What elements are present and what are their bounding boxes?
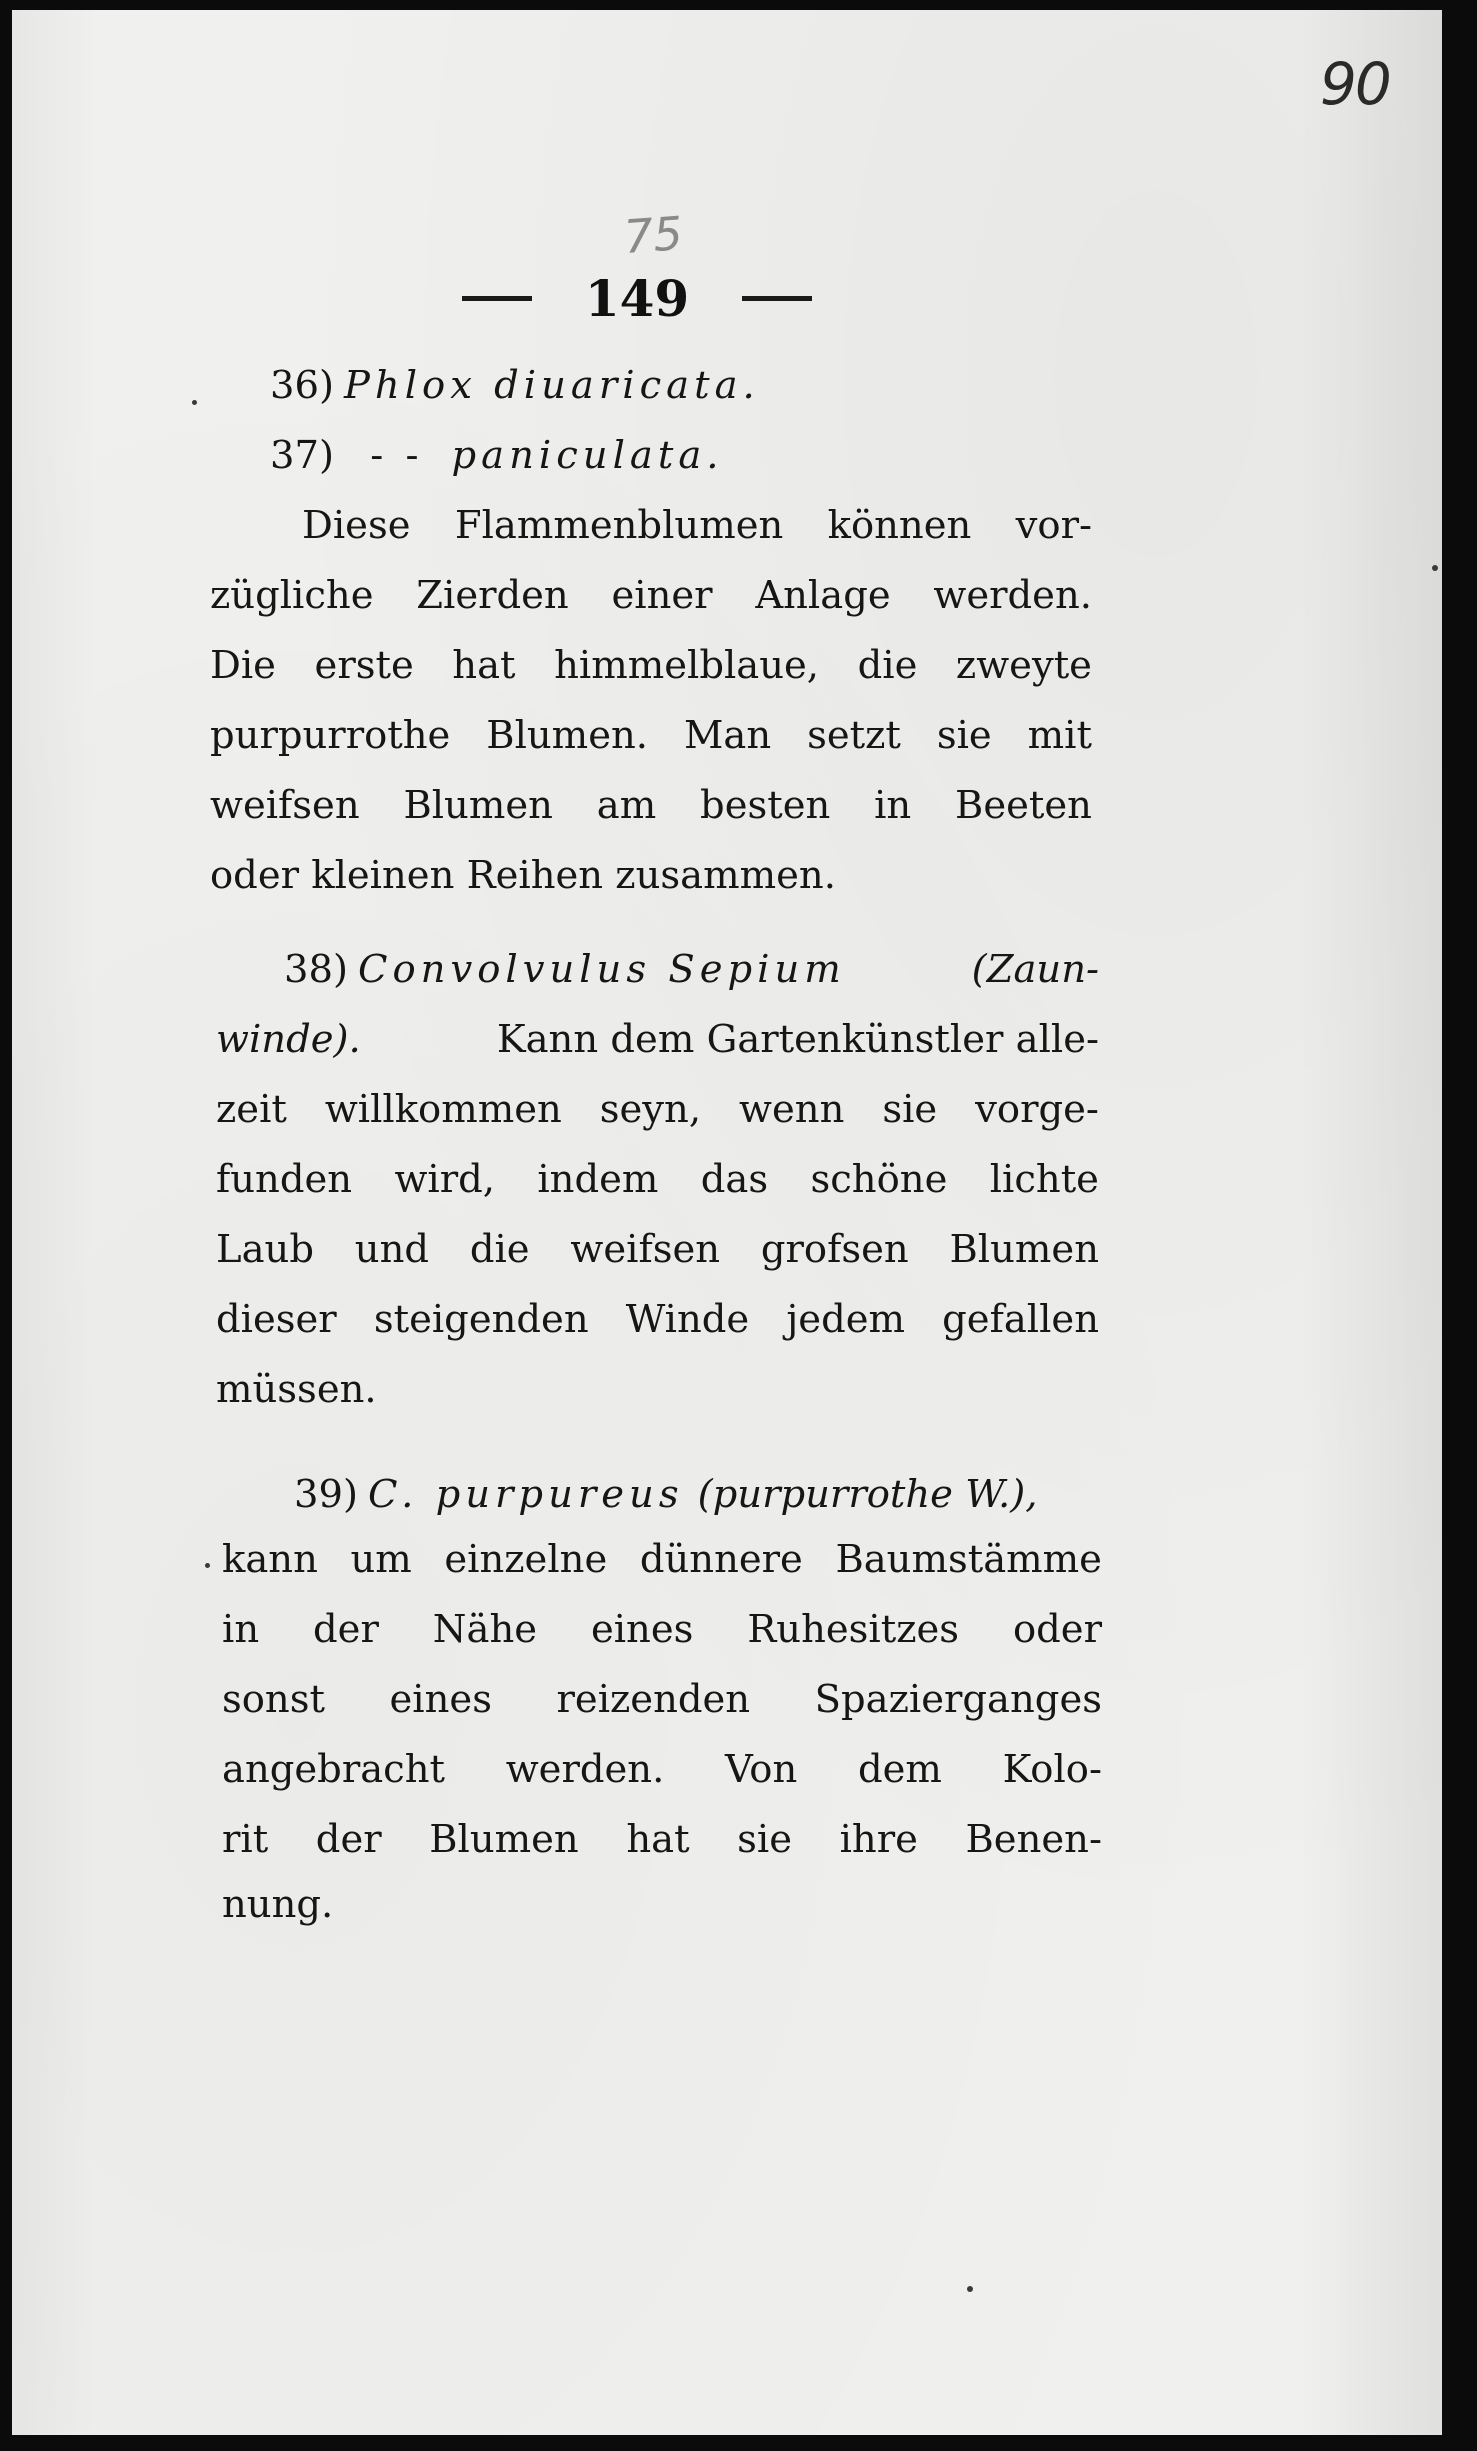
text-line: nung. <box>222 1882 334 1927</box>
word: Ruhesitzes <box>747 1607 960 1652</box>
word: seyn, <box>599 1087 702 1132</box>
word: dieser <box>216 1297 337 1342</box>
text-line <box>222 1810 1102 1870</box>
word: Blumen <box>949 1227 1099 1272</box>
text-line: müssen. <box>216 1367 377 1412</box>
word: funden <box>216 1157 353 1202</box>
text-line <box>222 1670 1102 1730</box>
page-header <box>462 258 812 338</box>
word: zeit <box>216 1087 287 1132</box>
word: einer <box>611 573 713 618</box>
text-line <box>210 776 1092 836</box>
word: vor- <box>1015 503 1092 548</box>
word: weifsen <box>210 783 360 828</box>
word: Blumen <box>403 783 553 828</box>
entry-number: 39) <box>294 1472 359 1517</box>
word: Blumen. <box>486 713 649 758</box>
entry-39-heading <box>294 1465 1038 1525</box>
text-line <box>210 636 1092 696</box>
word: kann <box>222 1537 318 1582</box>
word: und <box>354 1227 430 1272</box>
ink-speck <box>205 1563 210 1568</box>
word: ihre <box>839 1817 918 1862</box>
word: hat <box>452 643 516 688</box>
word: Blumen <box>429 1817 579 1862</box>
header-dash-left <box>462 296 532 301</box>
text-line <box>222 1740 1102 1800</box>
text-line <box>210 566 1092 626</box>
entry-38-heading <box>284 940 1099 1000</box>
word: das <box>700 1157 769 1202</box>
common-name-start: (Zaun- <box>971 947 1099 992</box>
word: einzelne <box>444 1537 608 1582</box>
word: vorge- <box>975 1087 1099 1132</box>
word: schöne <box>810 1157 948 1202</box>
text-line: oder kleinen Reihen zusammen. <box>210 853 836 898</box>
common-name-end: winde). <box>216 1017 361 1062</box>
word: Zierden <box>416 573 569 618</box>
entry-number: 37) <box>270 433 335 478</box>
ditto-dashes: - - <box>370 433 424 478</box>
word: willkommen <box>324 1087 562 1132</box>
word: Anlage <box>755 573 891 618</box>
word: um <box>350 1537 412 1582</box>
entry-36 <box>270 356 760 416</box>
old-page-number-annotation: 75 <box>622 206 685 264</box>
word: werden. <box>933 573 1092 618</box>
word: steigenden <box>373 1297 589 1342</box>
species-name: C. purpureus <box>368 1472 684 1517</box>
text-line <box>216 1080 1099 1140</box>
word: in <box>222 1607 260 1652</box>
ink-speck <box>1432 565 1438 571</box>
text-line <box>222 1600 1102 1660</box>
word: Baumstämme <box>835 1537 1102 1582</box>
text-line <box>302 496 1092 556</box>
text-line <box>216 1290 1099 1350</box>
word: eines <box>389 1677 492 1722</box>
word: hat <box>626 1817 690 1862</box>
word: zügliche <box>210 573 374 618</box>
word: zweyte <box>955 643 1092 688</box>
word: Nähe <box>432 1607 538 1652</box>
word: himmelblaue, <box>554 643 820 688</box>
word: mit <box>1027 713 1092 758</box>
word: Man <box>683 713 772 758</box>
word: die <box>469 1227 530 1272</box>
word: können <box>827 503 972 548</box>
header-dash-right <box>742 296 812 301</box>
word: gefallen <box>942 1297 1099 1342</box>
word: sie <box>882 1087 938 1132</box>
word: Von <box>725 1747 798 1792</box>
word: der <box>315 1817 382 1862</box>
word: sie <box>737 1817 793 1862</box>
entry-37 <box>270 426 724 486</box>
word: wird, <box>394 1157 495 1202</box>
word: reizenden <box>556 1677 751 1722</box>
species-name: Convolvulus Sepium <box>358 947 846 992</box>
text-line <box>216 1220 1099 1280</box>
species-name: Phlox diuaricata. <box>344 363 760 408</box>
word: sonst <box>222 1677 325 1722</box>
book-page <box>12 10 1442 2435</box>
word: lichte <box>989 1157 1099 1202</box>
word: erste <box>314 643 414 688</box>
word: rit <box>222 1817 269 1862</box>
word: grofsen <box>760 1227 909 1272</box>
ink-speck <box>967 2286 973 2292</box>
word: Die <box>210 643 276 688</box>
word: der <box>313 1607 379 1652</box>
word: Beeten <box>955 783 1092 828</box>
archive-number-annotation: 90 <box>1320 50 1390 118</box>
text-line <box>216 1150 1099 1210</box>
entry-38-line <box>216 1010 1099 1070</box>
entry-number: 36) <box>270 363 335 408</box>
ink-speck <box>192 400 197 405</box>
word: am <box>596 783 657 828</box>
word: angebracht <box>222 1747 446 1792</box>
word: eines <box>590 1607 694 1652</box>
word: dünnere <box>639 1537 803 1582</box>
word: purpurrothe <box>210 713 451 758</box>
word: werden. <box>505 1747 665 1792</box>
species-name: paniculata. <box>451 433 724 478</box>
word: jedem <box>786 1297 906 1342</box>
word: sie <box>936 713 992 758</box>
word: Winde <box>625 1297 750 1342</box>
word: weifsen <box>570 1227 721 1272</box>
text-line <box>210 706 1092 766</box>
word: Benen- <box>965 1817 1102 1862</box>
word: indem <box>537 1157 659 1202</box>
word: Diese <box>302 503 411 548</box>
word: die <box>857 643 918 688</box>
text-line <box>222 1530 1102 1590</box>
word: oder <box>1012 1607 1102 1652</box>
text-line: Kann dem Gartenkünstler alle- <box>496 1017 1099 1062</box>
word: setzt <box>807 713 901 758</box>
word: dem <box>857 1747 942 1792</box>
word: Laub <box>216 1227 314 1272</box>
common-name: (purpurrothe W.), <box>697 1472 1038 1517</box>
entry-number: 38) <box>284 947 349 992</box>
page-number: 149 <box>584 268 690 328</box>
word: in <box>874 783 912 828</box>
word: wenn <box>739 1087 845 1132</box>
word: besten <box>700 783 831 828</box>
word: Kolo- <box>1002 1747 1102 1792</box>
word: Flammenblumen <box>454 503 784 548</box>
word: Spazierganges <box>814 1677 1102 1722</box>
